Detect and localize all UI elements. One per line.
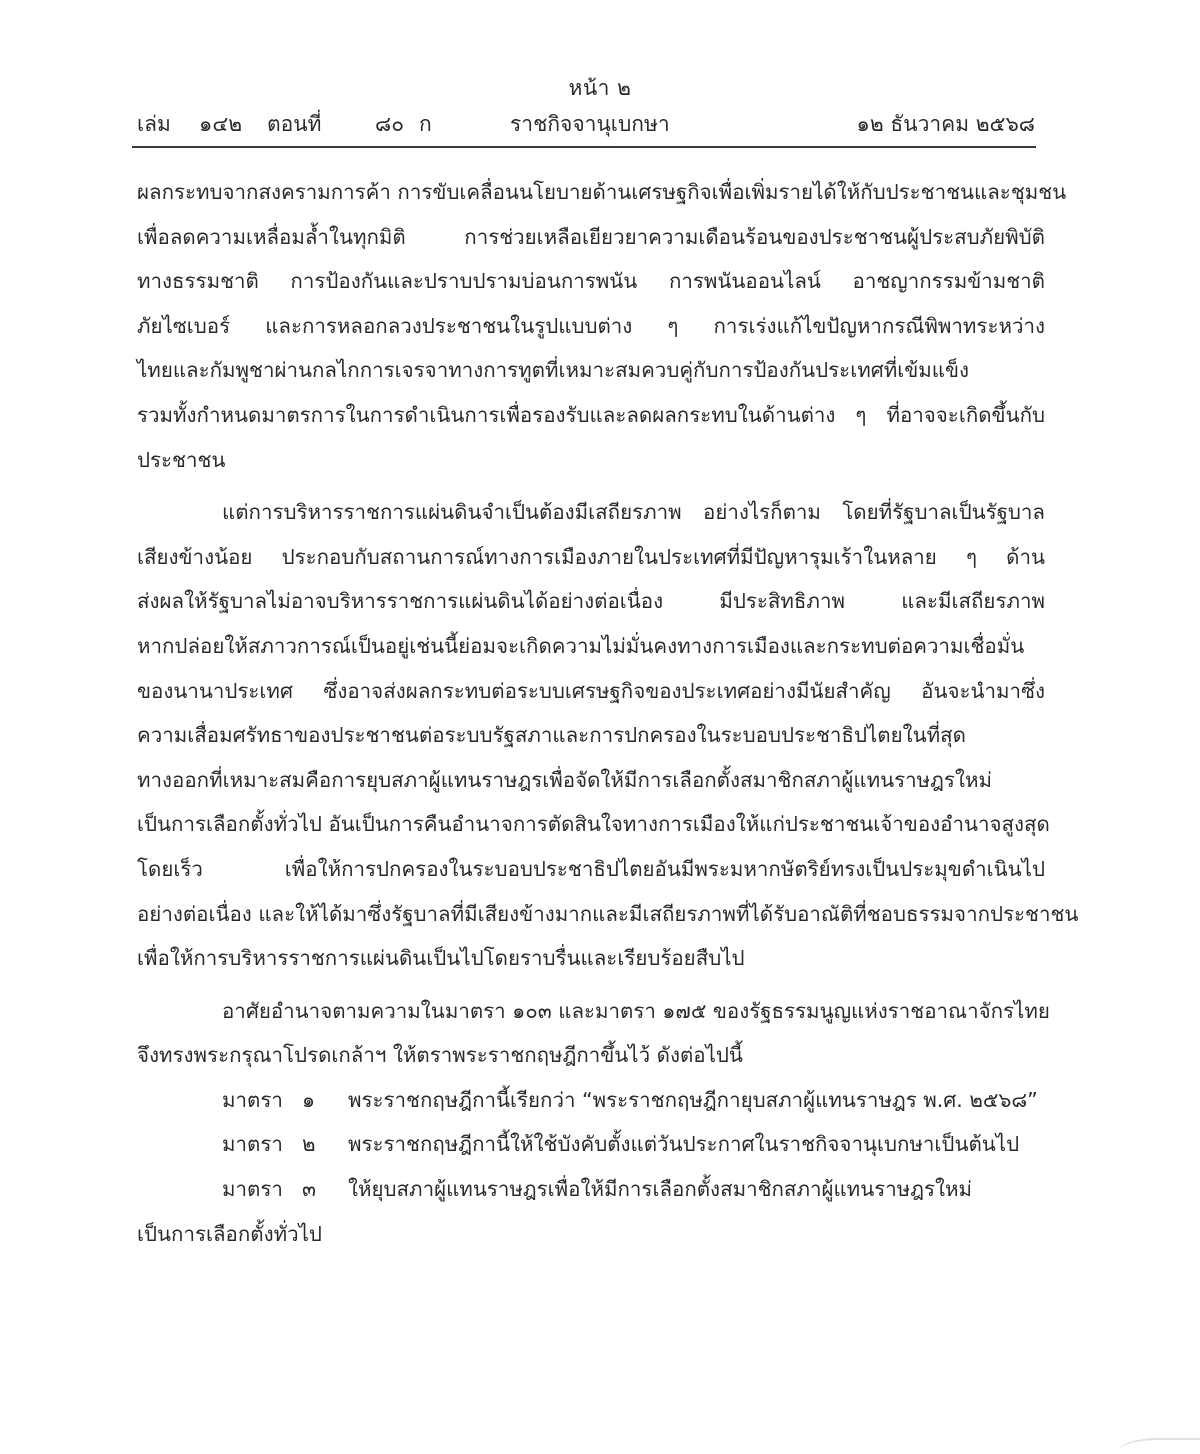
publication-date: ๑๒ ธันวาคม ๒๕๖๘ [856,112,1035,136]
text-line: เป็นการเลือกตั้งทั่วไป อันเป็นการคืนอำนาจการตัดสินใจทางการเมืองให้แก่ประชาชนเจ้าของอำนาจสูงสุด [137,812,1050,837]
text-line: ประชาชน [137,447,226,472]
section-number: ๑ [302,1087,316,1112]
section-text: ให้ยุบสภาผู้แทนราษฎรเพื่อให้มีการเลือกตั้งสมาชิกสภาผู้แทนราษฎรใหม่ [348,1177,973,1202]
section-text: พระราชกฤษฎีกานี้เรียกว่า “พระราชกฤษฎีกายุบสภาผู้แทนราษฎร พ.ศ. ๒๕๖๘” [348,1087,1038,1112]
page-corner-shadow [1120,1438,1200,1454]
gazette-header [137,108,1035,142]
section-1 [137,1078,1045,1123]
text-line: รวมทั้งกำหนดมาตรการในการดำเนินการเพื่อรองรับและลดผลกระทบในด้านต่าง ๆ ที่อาจจะเกิดขึ้นกับ [137,402,1045,427]
text-line: แต่การบริหารราชการแผ่นดินจำเป็นต้องมีเสถียรภาพ อย่างไรก็ตาม โดยที่รัฐบาลเป็นรัฐบาล [222,500,1045,525]
section-number: ๒ [302,1132,316,1157]
section-label: มาตรา [222,1132,283,1157]
section-text: พระราชกฤษฎีกานี้ให้ใช้บังคับตั้งแต่วันประกาศในราชกิจจานุเบกษาเป็นต้นไป [348,1132,1020,1157]
volume-label: เล่ม [137,112,171,136]
header-divider [132,146,1036,148]
section-2 [137,1122,1045,1167]
volume-number: ๑๔๒ [199,112,243,136]
text-line: ภัยไซเบอร์ และการหลอกลวงประชาชนในรูปแบบต่าง ๆ การเร่งแก้ไขปัญหากรณีพิพาทระหว่าง [137,313,1045,338]
issue-label: ตอนที่ [267,112,322,136]
section-3-continuation: เป็นการเลือกตั้งทั่วไป [137,1221,322,1246]
section-number: ๓ [302,1177,317,1202]
text-line: อย่างต่อเนื่อง และให้ได้มาซึ่งรัฐบาลที่มีเสียงข้างมากและมีเสถียรภาพที่ได้รับอาณัติที่ชอบธรรมจากประชาชน [137,901,1079,926]
text-line: จึงทรงพระกรุณาโปรดเกล้าฯ ให้ตราพระราชกฤษฎีกาขึ้นไว้ ดังต่อไปนี้ [137,1043,743,1068]
section-3 [137,1167,1045,1212]
issue-number: ๘๐ [375,112,405,136]
text-line: เพื่อให้การบริหารราชการแผ่นดินเป็นไปโดยราบรื่นและเรียบร้อยสืบไป [137,946,745,971]
text-line: ทางธรรมชาติ การป้องกันและปราบปรามบ่อนการพนัน การพนันออนไลน์ อาชญากรรมข้ามชาติ [137,269,1045,294]
paragraph-1 [137,170,1067,482]
text-line: หากปล่อยให้สภาวการณ์เป็นอยู่เช่นนี้ย่อมจะเกิดความไม่มั่นคงทางการเมืองและกระทบต่อความเชื่อมั่น [137,633,1025,658]
section-label: มาตรา [222,1087,283,1112]
paragraph-2 [137,490,1079,981]
text-line: ผลกระทบจากสงครามการค้า การขับเคลื่อนนโยบายด้านเศรษฐกิจเพื่อเพิ่มรายได้ให้กับประชาชนและชุมชน [137,180,1067,204]
paragraph-3 [137,989,1050,1078]
gazette-name: ราชกิจจานุเบกษา [510,112,670,136]
page-number: หน้า ๒ [568,76,632,100]
section-label: มาตรา [222,1177,283,1202]
text-line: เสียงข้างน้อย ประกอบกับสถานการณ์ทางการเมืองภายในประเทศที่มีปัญหารุมเร้าในหลาย ๆ ด้าน [137,544,1045,569]
text-line: โดยเร็ว เพื่อให้การปกครองในระบอบประชาธิปไตยอันมีพระมหากษัตริย์ทรงเป็นประมุขดำเนินไป [137,856,1045,881]
text-line: ไทยและกัมพูชาผ่านกลไกการเจรจาทางการทูตที่เหมาะสมควบคู่กับการป้องกันประเทศที่เข้มแข็ง [137,358,970,383]
section-letter: ก [419,112,432,136]
text-line: ความเสื่อมศรัทธาของประชาชนต่อระบบรัฐสภาและการปกครองในระบอบประชาธิปไตยในที่สุด [137,723,966,748]
text-line: อาศัยอำนาจตามความในมาตรา ๑๐๓ และมาตรา ๑๗๕ ของรัฐธรรมนูญแห่งราชอาณาจักรไทย [222,998,1050,1023]
text-line: ของนานาประเทศ ซึ่งอาจส่งผลกระทบต่อระบบเศรษฐกิจของประเทศอย่างมีนัยสำคัญ อันจะนำมาซึ่ง [137,678,1045,703]
text-line: เพื่อลดความเหลื่อมล้ำในทุกมิติ การช่วยเหลือเยียวยาความเดือนร้อนของประชาชนผู้ประสบภัยพิบัติ [137,224,1045,249]
text-line: ทางออกที่เหมาะสมคือการยุบสภาผู้แทนราษฎรเพื่อจัดให้มีการเลือกตั้งสมาชิกสภาผู้แทนราษฎรใหม่ [137,767,992,792]
text-line: ส่งผลให้รัฐบาลไม่อาจบริหารราชการแผ่นดินได้อย่างต่อเนื่อง มีประสิทธิภาพ และมีเสถียรภาพ [137,589,1045,614]
document-body [137,170,1079,1256]
